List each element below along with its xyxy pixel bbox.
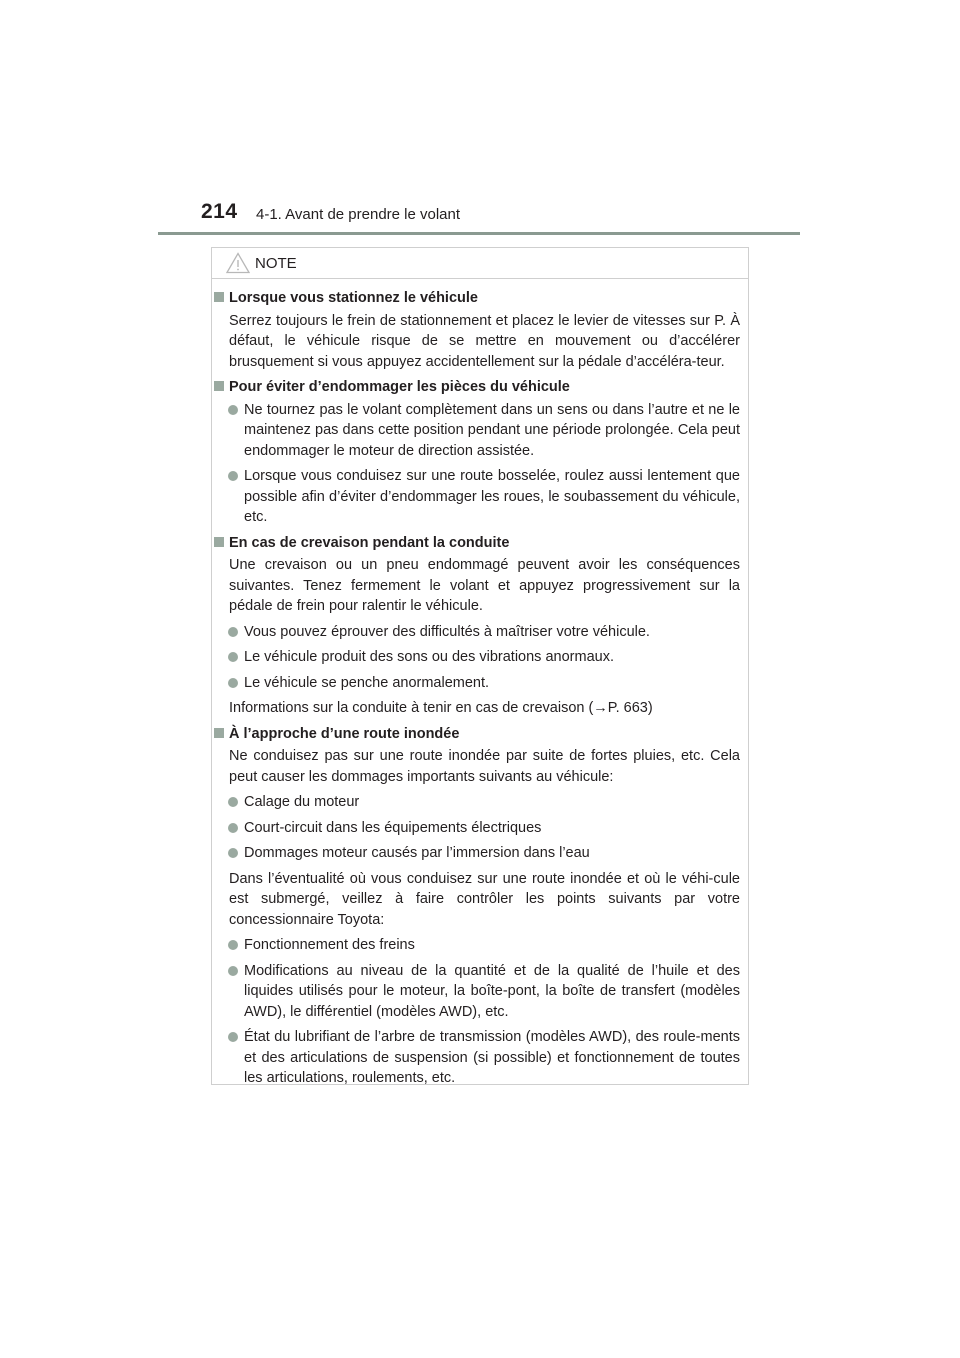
bullet-text: Calage du moteur — [244, 794, 360, 810]
section-heading-text: À l’approche d’une route inondée — [229, 725, 460, 742]
page-header — [0, 0, 960, 240]
bullet-item — [212, 673, 748, 694]
round-bullet-icon — [228, 627, 238, 637]
paragraph: Dans l’éventualité où vous conduisez sur une route inondée et où le véhi-cule est submergé, veillez à faire contrôler les points suivants par votre concessionnaire Toyota: — [229, 870, 740, 928]
round-bullet-icon — [228, 823, 238, 833]
round-bullet-icon — [228, 940, 238, 950]
section-heading — [212, 533, 748, 554]
note-header — [212, 248, 748, 279]
square-bullet-icon — [214, 292, 224, 302]
bullet-text: État du lubrifiant de l’arbre de transmission (modèles AWD), des roule-ments et des articulations de suspension (si possible) et fonctionnement de toutes les articulations, roulements, etc. — [244, 1029, 740, 1086]
round-bullet-icon — [228, 1032, 238, 1042]
round-bullet-icon — [228, 797, 238, 807]
warning-triangle-icon — [226, 252, 250, 274]
round-bullet-icon — [228, 405, 238, 415]
section-title: 4-1. Avant de prendre le volant — [256, 206, 461, 223]
bullet-text: Modifications au niveau de la quantité et de la qualité de l’huile et des liquides utilisés pour le moteur, la boîte-pont, la boîte de transfert (modèles AWD), le différentiel (modèles AWD), etc. — [244, 962, 740, 1020]
paragraph: Ne conduisez pas sur une route inondée par suite de fortes pluies, etc. Cela peut causer les dommages importants suivants au véhicule: — [229, 748, 740, 785]
section-heading-text: Pour éviter d’endommager les pièces du véhicule — [229, 379, 570, 395]
note-body — [212, 288, 748, 1094]
bullet-text: Lorsque vous conduisez sur une route bosselée, roulez aussi lentement que possible afin d’éviter d’endommager les roues, le soubassement du véhicule, etc. — [244, 468, 740, 525]
bullet-item — [212, 400, 748, 462]
bullet-item — [212, 466, 748, 528]
note-label: NOTE — [255, 255, 297, 272]
paragraph: Une crevaison ou un pneu endommagé peuvent avoir les conséquences suivantes. Tenez fermement le volant et appuyez progressivement sur la pédale de frein pour ralentir le véhicule. — [229, 557, 740, 614]
note-section — [212, 533, 748, 719]
bullet-item — [212, 818, 748, 839]
bullet-item — [212, 1027, 748, 1089]
bullet-text: Fonctionnement des freins — [244, 937, 415, 953]
note-box — [211, 247, 749, 1085]
section-heading — [212, 288, 748, 309]
note-section — [212, 377, 748, 528]
header-divider — [158, 232, 800, 235]
square-bullet-icon — [214, 381, 224, 391]
bullet-item — [212, 935, 748, 956]
round-bullet-icon — [228, 652, 238, 662]
bullet-text: Vous pouvez éprouver des difficultés à maîtriser votre véhicule. — [244, 623, 650, 640]
section-heading-text: En cas de crevaison pendant la conduite — [229, 534, 510, 551]
round-bullet-icon — [228, 471, 238, 481]
bullet-text: Court-circuit dans les équipements électriques — [244, 819, 542, 836]
bullet-text: Dommages moteur causés par l’immersion dans l’eau — [244, 845, 590, 861]
paragraph: Informations sur la conduite à tenir en cas de crevaison (→P. 663) — [229, 700, 653, 716]
paragraph: Serrez toujours le frein de stationnement et placez le levier de vitesses sur P. À défaut, le véhicule risque de se mettre en mouvement ou d’accélérer brusquement si vous appuyez accidentellement sur la pédale d’accéléra-teur. — [229, 312, 740, 370]
section-heading-text: Lorsque vous stationnez le véhicule — [229, 290, 478, 306]
square-bullet-icon — [214, 537, 224, 547]
bullet-item — [212, 843, 748, 864]
bullet-item — [212, 961, 748, 1023]
section-heading — [212, 724, 748, 745]
round-bullet-icon — [228, 678, 238, 688]
section-heading — [212, 377, 748, 398]
bullet-text: Ne tournez pas le volant complètement dans un sens ou dans l’autre et ne le maintenez pas dans cette position pendant une période prolongée. Cela peut endommager le moteur de direction assistée. — [244, 401, 740, 459]
note-section — [212, 724, 748, 1089]
bullet-text: Le véhicule se penche anormalement. — [244, 674, 490, 691]
bullet-item — [212, 792, 748, 813]
round-bullet-icon — [228, 966, 238, 976]
bullet-text: Le véhicule produit des sons ou des vibrations anormaux. — [244, 649, 614, 665]
round-bullet-icon — [228, 848, 238, 858]
square-bullet-icon — [214, 728, 224, 738]
note-section — [212, 288, 748, 372]
bullet-item — [212, 622, 748, 643]
page-number: 214 — [201, 200, 238, 223]
bullet-item — [212, 647, 748, 668]
